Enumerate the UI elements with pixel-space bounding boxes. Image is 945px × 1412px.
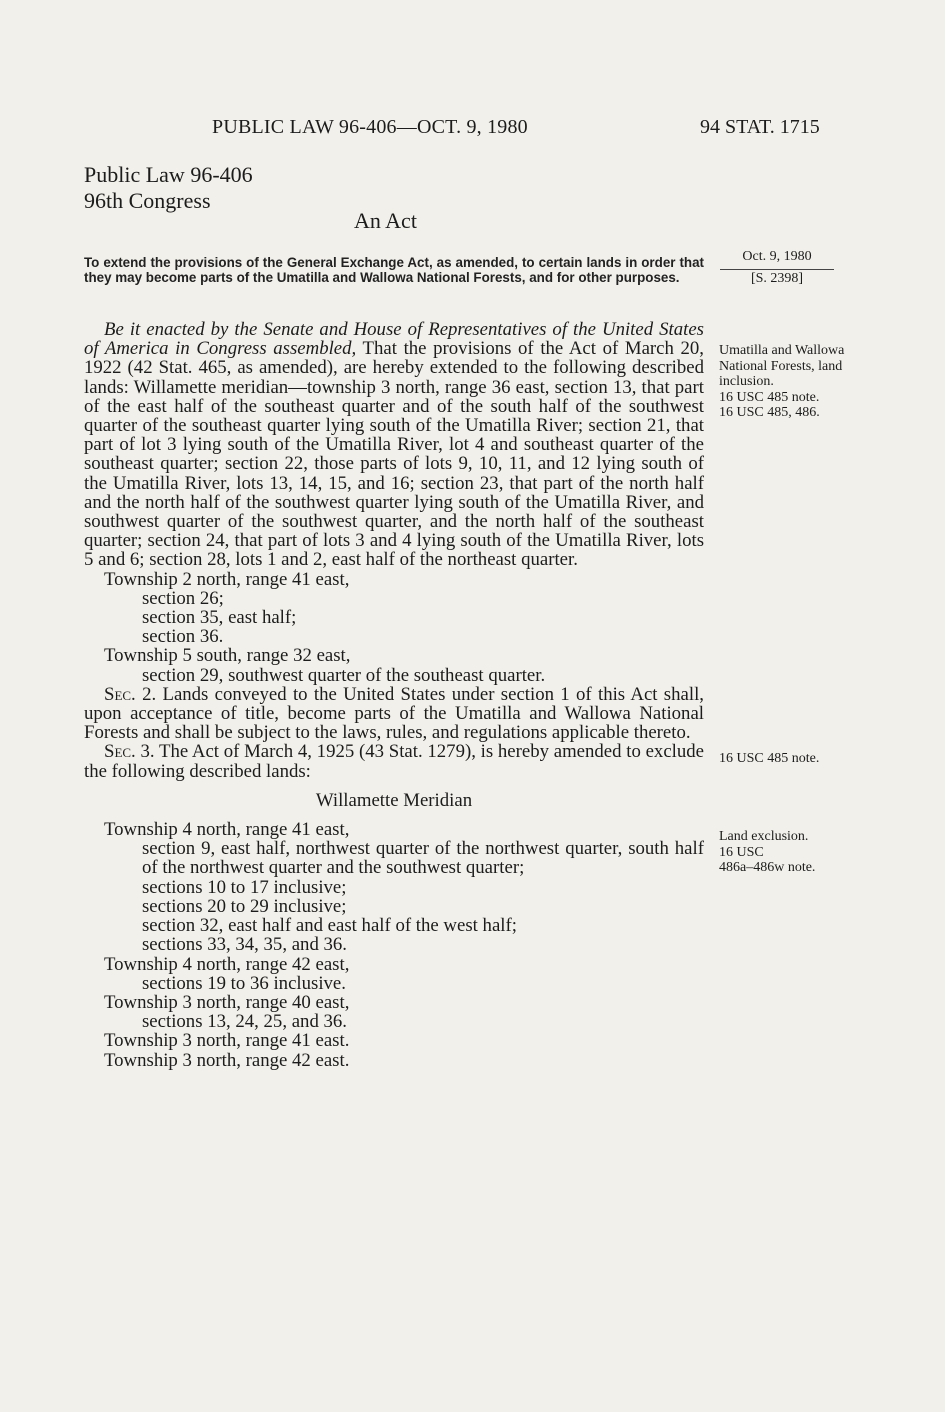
running-header: PUBLIC LAW 96-406—OCT. 9, 1980 xyxy=(212,116,528,138)
section-3-text: The Act of March 4, 1925 (43 Stat. 1279), is hereby amended to exclude the following described lands: xyxy=(84,741,704,782)
margin-note-exclusion-usc: 16 USC xyxy=(719,844,764,860)
margin-note-inclusion-text: Umatilla and Wallowa National Forests, land inclusion. xyxy=(719,343,845,389)
congress-number: 96th Congress xyxy=(84,188,211,213)
section-1-paragraph xyxy=(84,320,704,570)
land-description: section 26; xyxy=(142,587,224,609)
purpose-statement: To extend the provisions of the General Exchange Act, as amended, to certain lands in order that they may become parts of the Umatilla and Wallowa National Forests, and for other purposes. xyxy=(84,255,704,285)
township-heading: Township 2 north, range 41 east, xyxy=(104,568,350,590)
enactment-date-note xyxy=(716,248,838,288)
land-description: section 36. xyxy=(142,626,224,648)
margin-note-usc-2: 16 USC 485, 486. xyxy=(719,405,820,420)
section-3-label: Sec. 3. xyxy=(104,741,155,763)
land-description: section 35, east half; xyxy=(142,607,297,629)
margin-note-inclusion xyxy=(719,343,849,421)
section-2-text: Lands conveyed to the United States under section 1 of this Act shall, upon acceptance of title, become parts of the Umatilla and Wallowa National Forests and shall be subject to the laws, rules, and regulations applicable thereto. xyxy=(84,683,704,744)
township-heading: Township 4 north, range 42 east, xyxy=(104,953,350,975)
margin-note-sec2: 16 USC 485 note. xyxy=(719,751,820,766)
land-description: sections 33, 34, 35, and 36. xyxy=(142,934,348,956)
stat-citation: 94 STAT. 1715 xyxy=(700,116,820,138)
land-description: sections 19 to 36 inclusive. xyxy=(142,972,346,994)
bill-number: [S. 2398] xyxy=(750,271,804,286)
land-description: section 32, east half and east half of the west half; xyxy=(142,915,517,937)
township-heading: Township 4 north, range 41 east, xyxy=(104,819,350,841)
enacting-clause: Be it enacted by the Senate and House of Representatives of the United States of America in Congress assembled, xyxy=(84,319,704,360)
township-heading: Township 3 north, range 40 east, xyxy=(104,991,350,1013)
land-description: section 29, southwest quarter of the southeast quarter. xyxy=(142,664,546,686)
section-1-text: That the provisions of the Act of March 20, 1922 (42 Stat. 465, as amended), are hereby extended to the following described lands: Willamette meridian—township 3 north, range 36 east, section 13, that part of the east half of the southeast quarter and of the south half of the southwest quarter of the southeast quarter lying south of the Umatilla River; section 21, that part of lot 3 lying south of the Umatilla River, lot 4 and southeast quarter of the southeast quarter; section 22, those parts of lots 9, 10, 11, and 12 lying south of the Umatilla River, lots 13, 14, 15, and 16; section 23, that part of the north half and the north half of the southwest quarter lying south of the Umatilla River, and southwest quarter of the southwest quarter, and the north half of the southeast quarter; section 24, that part of lots 3 and 4 lying south of the Umatilla River, lots 5 and 6; section 28, lots 1 and 2, east half of the northeast quarter. xyxy=(84,338,704,571)
margin-note-usc-1: 16 USC 485 note. xyxy=(719,389,820,405)
margin-note-exclusion xyxy=(719,829,849,876)
land-description: section 9, east half, northwest quarter of the northwest quarter, south half of the northwest quarter and the southwest quarter; xyxy=(142,838,704,879)
public-law-number: Public Law 96-406 xyxy=(84,162,253,187)
enactment-date: Oct. 9, 1980 xyxy=(742,249,812,264)
township-heading: Township 3 north, range 42 east. xyxy=(104,1049,350,1071)
margin-note-exclusion-label: Land exclusion. xyxy=(719,829,809,844)
margin-note-exclusion-cite: 486a–486w note. xyxy=(719,860,816,875)
township-heading: Township 5 south, range 32 east, xyxy=(104,645,351,667)
section-3-paragraph xyxy=(84,742,704,780)
land-description: sections 13, 24, 25, and 36. xyxy=(142,1011,348,1033)
land-description: sections 20 to 29 inclusive; xyxy=(142,895,347,917)
section-2-paragraph xyxy=(84,685,704,743)
act-body xyxy=(84,320,704,1070)
act-title: An Act xyxy=(354,208,417,233)
township-heading: Township 3 north, range 41 east. xyxy=(104,1030,350,1052)
law-identification xyxy=(84,162,253,214)
land-description: sections 10 to 17 inclusive; xyxy=(142,876,347,898)
meridian-heading: Willamette Meridian xyxy=(315,789,473,811)
section-2-label: Sec. 2. xyxy=(104,683,157,705)
